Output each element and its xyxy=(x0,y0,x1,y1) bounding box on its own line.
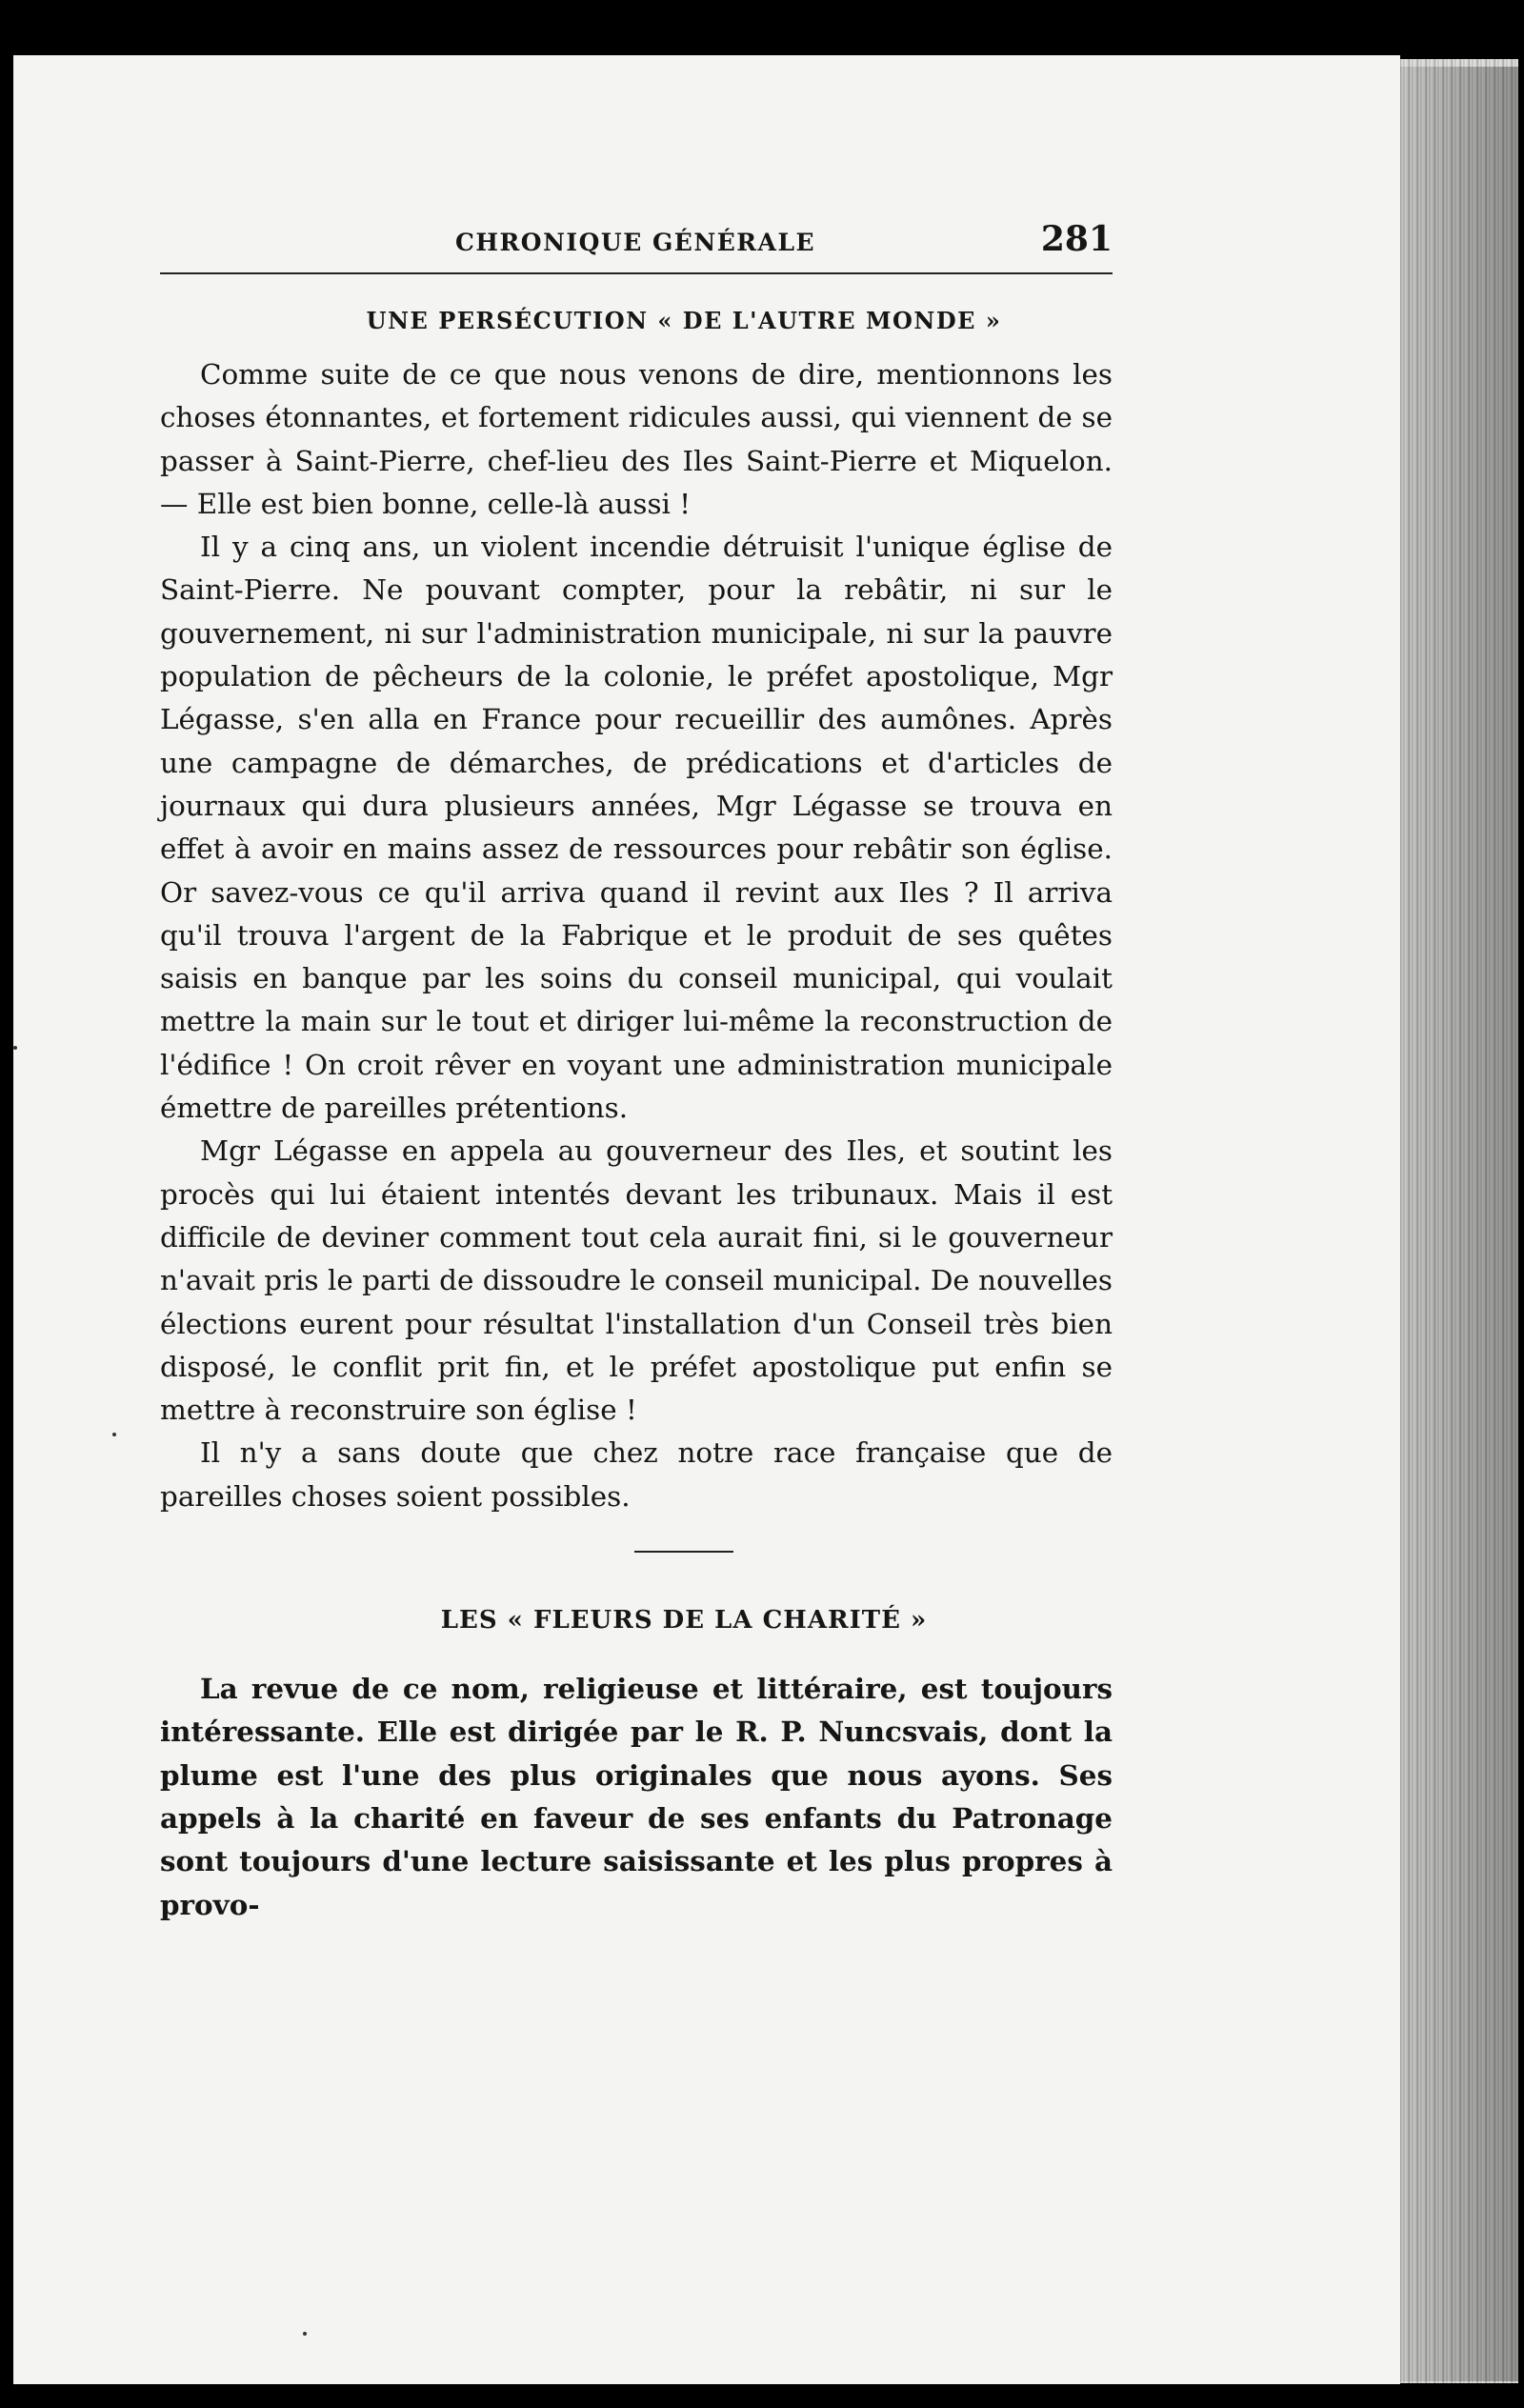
paragraph: Il n'y a sans doute que chez notre race française que de pareilles choses soient possibles. xyxy=(160,1436,1113,1513)
ink-speck xyxy=(112,1433,116,1436)
page-text xyxy=(160,219,1113,1926)
running-head-title: CHRONIQUE GÉNÉRALE xyxy=(455,229,816,256)
ink-speck xyxy=(303,2332,307,2336)
paragraph: Comme suite de ce que nous venons de dire, mentionnons les choses étonnantes, et fortement ridicules aussi, qui viennent de se passer à Saint-Pierre, chef-lieu des Iles Saint-Pierre et Miquelon. — Elle est bien bonne, celle-là aussi ! xyxy=(160,358,1113,520)
page-number: 281 xyxy=(1040,219,1113,259)
section-divider xyxy=(634,1551,733,1553)
paragraph: Il y a cinq ans, un violent incendie détruisit l'unique église de Saint-Pierre. Ne pouvant compter, pour la rebâtir, ni sur le gouvernement, ni sur l'administration municipale, ni sur la pauvre population de pêcheurs de la colonie, le préfet apostolique, Mgr Légasse, s'en alla en France pour recueillir des aumônes. Après une campagne de démarches, de prédications et d'articles de journaux qui dura plusieurs années, Mgr Légasse se trouva en effet à avoir en mains assez de ressources pour rebâtir son église. Or savez-vous ce qu'il arriva quand il revint aux Iles ? Il arriva qu'il trouva l'argent de la Fabrique et le produit de ses quêtes saisis en banque par les soins du conseil municipal, qui voulait mettre la main sur le tout et diriger lui-même la reconstruction de l'édifice ! On croit rêver en voyant une administration municipale émettre de pareilles prétentions. xyxy=(160,531,1113,1125)
paragraph: Mgr Légasse en appela au gouverneur des Iles, et soutint les procès qui lui étaient intentés devant les tribunaux. Mais il est difficile de deviner comment tout cela aurait fini, si le gouverneur n'avait pris le parti de dissoudre le conseil municipal. De nouvelles élections eurent pour résultat l'installation d'un Conseil très bien disposé, le conflit prit fin, et le préfet apostolique put enfin se mettre à reconstruire son église ! xyxy=(160,1134,1113,1427)
section-heading-persecution: UNE PERSÉCUTION « DE L'AUTRE MONDE » xyxy=(366,307,1002,334)
running-head xyxy=(160,219,1113,274)
section-heading-fleurs: LES « FLEURS DE LA CHARITÉ » xyxy=(440,1606,928,1635)
paragraph: La revue de ce nom, religieuse et littéraire, est toujours intéressante. Elle est dirigée par le R. P. Nuncsvais, dont la plume est l'une des plus originales que nous ayons. Ses appels à la charité en faveur de ses enfants du Patronage sont toujours d'une lecture saisissante et les plus propres à provo- xyxy=(160,1672,1113,1921)
ink-speck xyxy=(13,1046,17,1050)
page-stack-shadow xyxy=(1400,67,1524,2381)
